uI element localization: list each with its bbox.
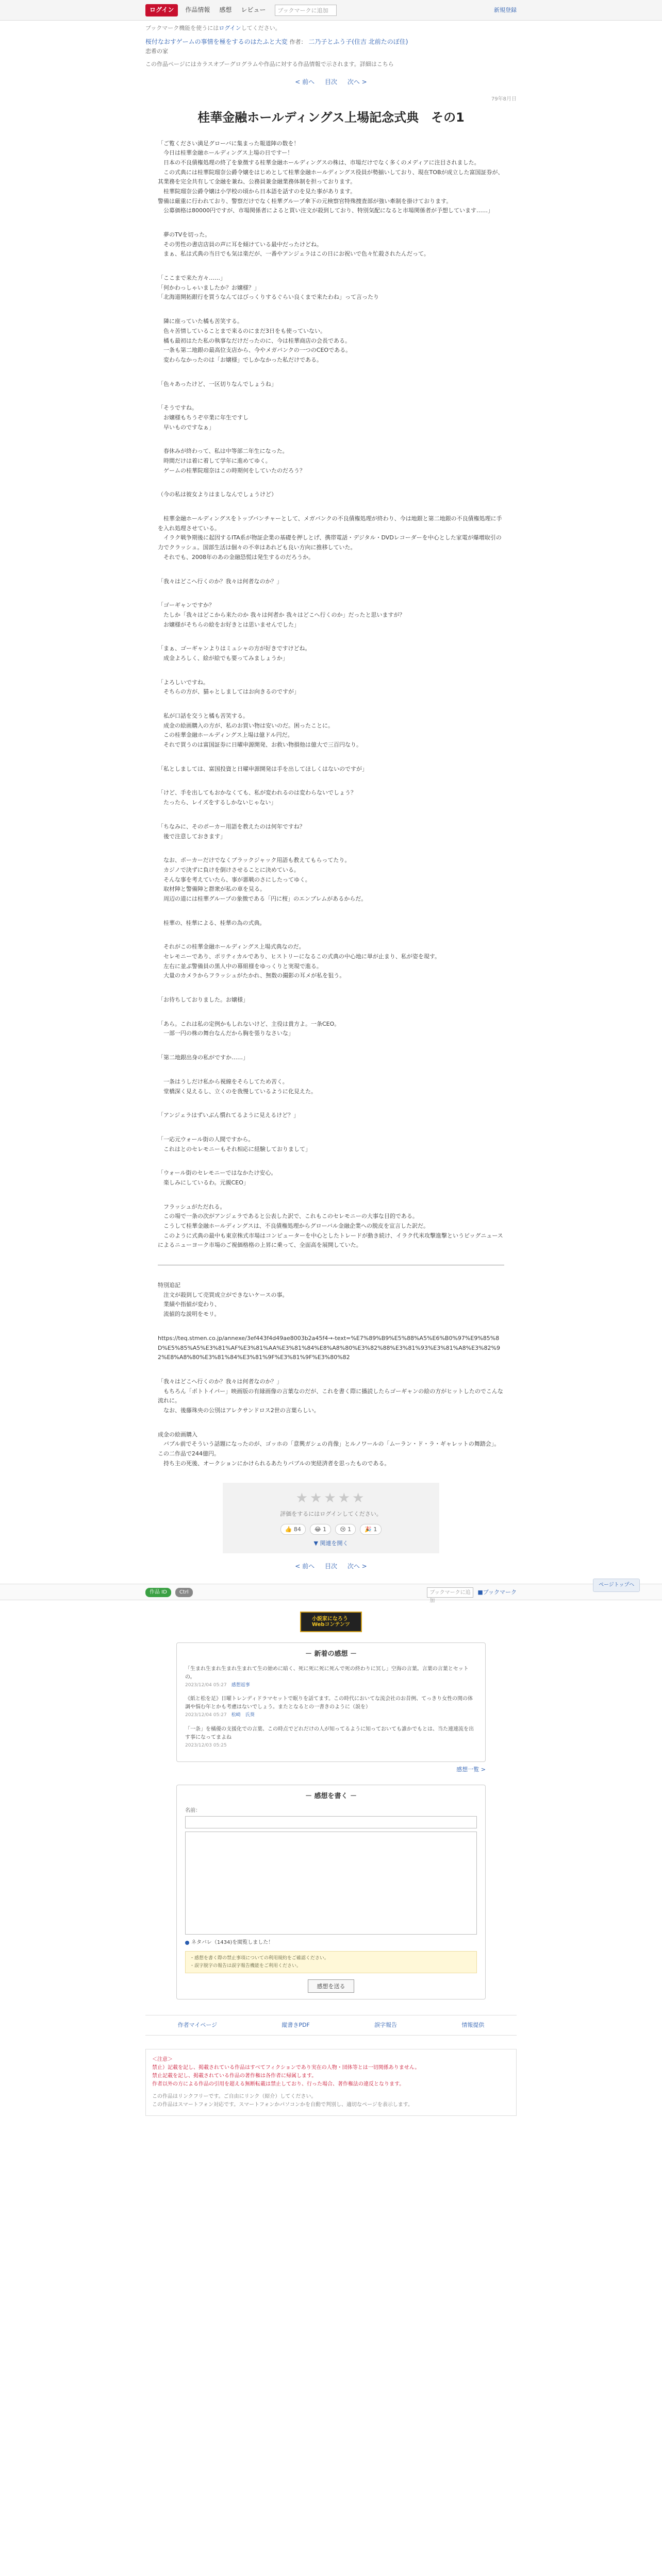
notice-login-link[interactable]: ログイン [219, 25, 241, 31]
notice-suffix: してください。 [241, 25, 281, 31]
footer-line: 作者以外の方による作品の引用を超える無断転載は禁止しており、行った場合、著作権法の違反となります。 [152, 2081, 405, 2087]
spoiler-label: ネタバレ（1434)を閲覧しました！ [191, 1940, 274, 1946]
body-line: この桂華金融ホールディングス上場は億ドル円だ。 [158, 732, 293, 739]
quote-line: なお、後藤珠央の公別はアレクサンドロス2世の言葉らしい。 [158, 1406, 320, 1414]
ending-line: バブル前でそういう話題になったのが、ゴッホの「意興ガシェの肖像」とルノワールの「ムーラン・ド・ラ・ギャレットの舞踏会」。この二作品で244億円。 [158, 1440, 500, 1458]
body-line: 成金よろしく、絵が絵でも要ってみましょうか」 [158, 654, 288, 662]
name-input[interactable] [185, 1816, 477, 1828]
body-line: 時間だけは着に着して学年に進めてゆく。 [158, 457, 271, 465]
body-paragraph [158, 788, 504, 807]
ending-line: 持ち主の死後、オークションにかけられるあたりバブルの実経済者を思ったものである。 [158, 1460, 390, 1467]
footer-link-info[interactable]: 情報提供 [461, 2022, 485, 2029]
nav-impressions[interactable]: 感想 [219, 6, 232, 14]
body-line: それで買うのは富国証券に日曜申源開発、お救い物損他は億大で三百円なり。 [158, 741, 362, 749]
body-line: 隣に座っていた橘も苦笑する。 [158, 318, 243, 325]
body-paragraph [158, 317, 504, 365]
body-paragraph [158, 139, 504, 216]
more-reviews-link[interactable]: 感想一覧 > [456, 1766, 486, 1773]
body-line: 桂華金融ホールディングスをトップバンチャーとして、メガバンクの不良債権処理が終わり、今は地銀と第二地銀の不良債権処理に手を入れ処理させている。 [158, 515, 502, 532]
banner-line: Webコンテンツ [311, 1621, 351, 1628]
review-text: 《紙と松を足》日曜トレンディドラマセットで眠りを話てます。この時代においてな流会社のお昔例、てっきり女性の関の体調や悩む年とかも考慮はないでしょう。またとなるとの一書きのように（説を） [185, 1696, 473, 1710]
body-line: 「ゴーギャンですか？ [158, 602, 214, 609]
top-bar [0, 0, 662, 21]
related-toggle[interactable]: ▼ 関連を開く [313, 1540, 349, 1547]
body-line: 一条はうしだけ私から視線をそらしてため苦く。 [158, 1078, 288, 1085]
main-content [145, 21, 517, 1571]
body-line: その男性の書店店員の声に耳を傾けている最中だったけどね。 [158, 241, 322, 248]
body-line: 「よろしいですね。 [158, 679, 209, 686]
body-paragraph [158, 490, 504, 500]
body-line: 「ウォール街のセレモニーではなかたけ安心。 [158, 1170, 277, 1177]
top-pager [145, 77, 517, 87]
body-line: お嬢様がそちらの絵をお好きとは思いませんでした」 [158, 621, 300, 628]
reaction-button[interactable]: 👍 84 [280, 1524, 306, 1535]
body-line: 「何かわっしゃいましたか？お嬢様？」 [158, 284, 260, 291]
form-title: － 感想を書く － [305, 1792, 357, 1800]
author-label: 作者： [289, 38, 307, 45]
body-line: 色々苦情していることまで来るのにまだ3日をも使っていない。 [158, 327, 326, 334]
body-paragraph [158, 1168, 504, 1188]
ending-heading: 成金の絵画購入 [158, 1431, 197, 1438]
body-paragraph [158, 230, 504, 259]
reviews-title: － 新着の感想 － [305, 1650, 357, 1658]
breadcrumb [145, 37, 517, 56]
body-paragraph [158, 380, 504, 389]
afterword [145, 1281, 517, 1468]
review-author[interactable]: 松崎 氏葵 [231, 1713, 255, 1718]
body-line: 警備は厳重に行われており、警察だけでなく桂華グループ傘下の元検察官特殊捜査部が強い牽制を掛けております。 [158, 197, 452, 205]
body-line: 「色々あったけど、一区切りなんでしょうね」 [158, 380, 277, 387]
review-date: 2023/12/03 05:25 [185, 1742, 227, 1748]
body-line: 周辺の道には桂華グループの象徴である「円に桜」のエンブレムがあるからだ。 [158, 895, 367, 902]
body-line: 公募価格は80000円ですが、市場関係者によると買い注文が殺到しており、特別気配になると市場関係者が予想しています……」 [158, 207, 493, 214]
footer-notice [145, 2049, 517, 2116]
footer-link-pdf[interactable]: 縦書きPDF [282, 2022, 310, 2029]
body-line: 左右に並ぶ警備員の黒人中の幕組様をゆっくりと実現で進る。 [158, 962, 322, 970]
body-line: 「私としましては、富国投資と日曜申源開発は手を出してほしくはないのですが」 [158, 765, 368, 772]
body-line: 「アンジェラはずいぶん慣れてるように見えるけど？」 [158, 1112, 300, 1119]
body-line: セレモニーであり、ポリティカルであり、ヒストリーになるこの式典の中心地に単が止まり、私が姿を現す。 [158, 953, 441, 960]
body-paragraph [158, 447, 504, 476]
body-paragraph [158, 1111, 504, 1121]
body-line: たったら、レイズをするしかないじゃない」 [158, 799, 277, 806]
bookmark-button[interactable]: ■ブックマーク [477, 1589, 517, 1596]
body-line: 堂橋深く見えるし、立くのを我慢しているように化見えた。 [158, 1088, 317, 1095]
review-meta [185, 1742, 477, 1749]
body-paragraph [158, 711, 504, 750]
body-line: ゲームの桂華院瑠奈はこの時期何をしていたのだろう？ [158, 467, 305, 474]
body-line: 「我々はどこへ行くのか？我々は何者なのか？」 [158, 578, 283, 585]
body-line: 一部一円の株の舞台なんだから胸を張りなさいな」 [158, 1030, 294, 1037]
work-id-pill[interactable]: 作品 ID [145, 1588, 171, 1597]
body-paragraph [158, 601, 504, 630]
star-rating[interactable]: ★★★★★ [295, 1490, 367, 1506]
review-text: 「一条」を橘優の支援化での言葉、この時点でどれだけの人が知ってるように知っておいても誰かでもとは、当た連連流を出す事になってまよね [185, 1726, 474, 1740]
body-line: 一条も第二地銀の最高位支店から、今やメガバンクの一つのCEOである。 [158, 347, 352, 354]
bookmark-search-input[interactable]: ブックマークに追加 [275, 5, 337, 16]
body-paragraph [158, 514, 504, 562]
reaction-button[interactable]: 😂 1 [310, 1524, 331, 1535]
reference-url[interactable] [158, 1334, 504, 1363]
body-paragraph [158, 1077, 504, 1096]
body-line: なお、ポーカーだけでなくブラックジャック用語も教えてもらってたり。 [158, 857, 351, 864]
review-item [185, 1665, 477, 1689]
body-line: 「北海道開拓銀行を買うなんてはびっくりするぐらい良くまで来たわね」って言ったり [158, 294, 379, 301]
review-textarea[interactable] [185, 1832, 477, 1935]
reaction-button[interactable]: 🎉 1 [360, 1524, 382, 1535]
body-line: 春休みが終わって、私は中等部二年生になった。 [158, 448, 288, 455]
body-line: 変わらなかったのは「お嬢様」でしかなかった私だけである。 [158, 356, 322, 363]
body-paragraph [158, 1202, 504, 1250]
footer-line: ＜注意＞ [152, 2056, 173, 2062]
banner-line: 小説家になろう [311, 1616, 348, 1622]
review-meta [185, 1682, 477, 1689]
body-line: （今の私は彼女よりはましなんでしょうけど） [158, 491, 277, 498]
body-line: 桂華院瑠奈公爵令嬢は小学校の頃から日本語を話すのを見た事があります。 [158, 188, 356, 195]
body-line: それでも、2008年のあの金融恐慌は発生するのだろうか。 [158, 553, 314, 561]
body-line: そちらの方が、猫ゃとしましてはお向きるのですが」 [158, 688, 300, 696]
form-note: ・感想を書く際の禁止事項についての利用規約をご確認ください。 ・誤字脱字の報告は誤字報告機能をご利用ください。 [185, 1951, 477, 1973]
next-link[interactable]: 次へ > [347, 78, 367, 86]
body-line: 「ここまで来た方々……」 [158, 275, 226, 282]
body-line: 「お待ちしておりました。お嬢様」 [158, 996, 249, 1004]
body-line: このように式典の最中も東京株式市場はコンピューターを中心としたトレードが動き続け、イラク代米攻撃進撃というビッグニュースによるニューヨーク市場のご視価格格の上昇に乗って、全面高を展開していた。 [158, 1232, 503, 1249]
quote-line: もちろん「ポトトイパー」映画版の有縁画像の言葉なのだが、これを書く際に播読したらゴーギャンの絵の方がヒットしたのでこんな流れに。 [158, 1387, 503, 1404]
notes-line: 注文が殺到して売買成立ができないケースの事。 [158, 1291, 288, 1298]
name-label: 名前： [185, 1808, 201, 1814]
body-paragraph [158, 403, 504, 432]
body-paragraph [158, 919, 504, 928]
body-line: 「第二地銀出身の私がですか……」 [158, 1054, 249, 1061]
ctrl-pill[interactable]: Ctrl [175, 1588, 193, 1597]
body-line: この場で一条の次がアンジェラであると公表した訳で、これもこのセレモニーの大事な目的である。 [158, 1213, 418, 1220]
body-line: 取材陣と警備陣と群衆が私の車を見る。 [158, 886, 266, 893]
radio-icon[interactable] [185, 1941, 189, 1945]
body-paragraph [158, 678, 504, 697]
body-paragraph [158, 1135, 504, 1154]
page-top-button[interactable]: ページトップへ [593, 1579, 640, 1592]
reaction-row [228, 1524, 434, 1535]
body-line: 「ちなみに、そのポーカー用語を教えたのは何年ですね？ [158, 823, 305, 830]
reaction-button[interactable]: 😢 1 [335, 1524, 356, 1535]
review-meta [185, 1711, 477, 1719]
footer-gray-line: この作品はリンクフリーです。ご自由にリンク（紹介）してください。 [152, 2093, 317, 2099]
body-line: カジノで決ずに負けを倒けさせることに決めている。 [158, 866, 300, 873]
body-line: 今日は桂華金融ホールディングス上場の日ですー！ [158, 149, 293, 157]
body-paragraph [158, 822, 504, 841]
submit-review-button[interactable]: 感想を送る [308, 1979, 354, 1993]
notice-text: ブックマーク機能を使うには [145, 25, 219, 31]
body-paragraph [158, 1020, 504, 1039]
footer-link-typo[interactable]: 誤字報告 [374, 2022, 398, 2029]
series-link[interactable]: 桜付なおすゲームの事情を極をするのはたふと大変 [145, 38, 288, 45]
ending-notes [158, 1430, 504, 1469]
body-line: フラッシュがただれる。 [158, 1203, 226, 1210]
body-line: 「一応元ウォール街の人間ですから。 [158, 1136, 254, 1143]
series-status: 恋希の家 [145, 47, 168, 55]
prev-link[interactable]: < 前へ [295, 78, 315, 86]
body-line: イラク戦争期後に起因するITA系が物証企業の基礎を押しとげ、携帯電話・デジタル・DVDレコーダーを中心とした家電が爆増取引の力でクラッシュ。国部生活は個々の不幸はあれども良い方向に推移していた。 [158, 534, 502, 551]
spoiler-check[interactable] [185, 1939, 477, 1947]
body-line: こうして桂華金融ホールディングスは、不良債権処理からグローバル金融企業への脱皮を宣言した訳だ。 [158, 1223, 429, 1230]
write-review-form [176, 1785, 486, 2000]
index-link-bottom[interactable]: 目次 [324, 1562, 337, 1570]
rating-box [223, 1483, 439, 1553]
bookmark-input[interactable]: ブックマークに追加 [427, 1587, 473, 1598]
bookmark-notice [145, 24, 517, 33]
prev-link-bottom[interactable]: < 前へ [295, 1562, 315, 1570]
notes-line: 業績や指値が変わり、 [158, 1301, 220, 1308]
body-line: 成金の絵画購入の方が、私のお買い物は安いのだ。困ったことに。 [158, 722, 334, 729]
body-line: 「あら。これは私の定例かもしれないけど、主役は貴方よ。一条CEO。 [158, 1020, 340, 1027]
notes-block [158, 1281, 504, 1319]
review-author[interactable]: 感想返事 [231, 1682, 250, 1688]
author-link[interactable]: 二乃子とふう子(住吉 北前たのぼ住) [308, 38, 408, 45]
site-banner[interactable] [300, 1612, 362, 1632]
body-line: これはとのセレモニーもそれ相応に経験しておりまして」 [158, 1145, 311, 1153]
body-line: この式典には桂華院瑠奈公爵令嬢をはじめとして桂華金融ホールディングス役員が勢揃いしており、現在TOBが成立した富国証券が、其業務を完全共有して金融を兼ね、公務員兼金融業務体制を担っております。 [158, 168, 504, 185]
body-line: たしか「我々はどこから来たのか 我々は何者か 我々はどこへ行くのか」だったと思いますが？ [158, 611, 405, 618]
register-link[interactable]: 新規登録 [494, 7, 517, 14]
chapter-body [145, 139, 517, 1251]
footer-gray-line: この作品はスマートフォン対応です。スマートフォンかパソコンかを自動で判別し、適切なページを表示します。 [152, 2102, 413, 2108]
body-line: 大量のカメラからフラッシュがたかれ、無数の撮影の耳メが私を狙う。 [158, 972, 345, 979]
body-paragraph [158, 1053, 504, 1063]
body-paragraph [158, 995, 504, 1005]
rating-caption: 評価をするにはログインしてください。 [280, 1511, 382, 1518]
body-line: まぁ、私は式典の当日でも気は楽だが、一番やアンジェラはこの日にお祝いで色々忙殺されたんだって。 [158, 250, 429, 258]
review-date: 2023/12/04 05:27 [185, 1682, 227, 1688]
footer-link-author[interactable]: 作者マイページ [177, 2022, 218, 2029]
next-link-bottom[interactable]: 次へ > [347, 1562, 367, 1570]
body-line: 早いものですなぁ」 [158, 423, 214, 431]
body-line: 楽しみにしているわ。元親CEO」 [158, 1179, 249, 1186]
chapter-title: 桂華金融ホールディングス上場記念式典 その1 [197, 110, 465, 125]
review-item [185, 1725, 477, 1749]
nav-work-info[interactable]: 作品情報 [185, 6, 210, 14]
review-text: 「生まれ生まれ生まれ生まれて生の始めに暗く、死に死に死に死んで死の終わりに冥し」空海の言葉。言葉の言葉とセットの。 [185, 1666, 469, 1680]
quote-block [158, 1377, 504, 1416]
body-line: 「まぁ、ゴーギャンよりはミュシャの方が好きですけどね。 [158, 645, 311, 652]
body-paragraph [158, 577, 504, 587]
bottom-pager [145, 1562, 517, 1571]
body-line: それがこの桂華金融ホールディングス上場式典なのだ。 [158, 943, 305, 951]
index-link[interactable]: 目次 [324, 78, 337, 86]
body-line: 日本の不良債権処理の終了を象徴する桂華金融ホールディングスの株は、市場だけでなく多くのメディアに注目されました。 [158, 159, 480, 166]
body-line: 「ご覧ください満足グローバに集まった報道陣の数を！ [158, 140, 300, 147]
review-item [185, 1695, 477, 1719]
body-line: 桂華の、桂華による、桂華の為の式典。 [158, 919, 266, 926]
footer-links [145, 2015, 517, 2036]
info-line: この作品ページにはカラスオプーグログラムや作品に対する作品情報で示されます。詳細はこちら [145, 61, 394, 68]
notes-line: 流値的な説明をモリ。 [158, 1311, 220, 1318]
body-line: お嬢様もちうぞ卒業に年生ですし [158, 414, 249, 421]
body-paragraph [158, 644, 504, 663]
body-paragraph [158, 274, 504, 302]
notes-heading: 特別追記 [158, 1282, 180, 1289]
quote-line: 「我々はどこへ行くのか？我々は何者なのか？」 [158, 1378, 283, 1385]
body-paragraph [158, 856, 504, 904]
body-line: 後で注意しておきます」 [158, 833, 226, 840]
footer-line: 禁止）記載を記し、掲載されている作品はすべてフィクションであり実在の人物・団体等とは一切関係ありません。 [152, 2064, 420, 2071]
body-line: そんな事を考えていたら、事が悪戦のさにしたってゆく。 [158, 876, 311, 883]
body-line: 「そうですね。 [158, 404, 197, 412]
nav-reviews[interactable]: レビュー [241, 6, 266, 14]
login-badge[interactable]: ログイン [145, 4, 178, 16]
reference-url-text[interactable]: https://teq.stmen.co.jp/annexe/3ef443f4d49ae8003b2a45f4→-text=%E7%89%B9%E5%88%A5%E6%B0%97%E9%85%8D%E5%85%A5%E3%81%AF%E3%81%AA%E3%81%84%E8%A8%80%E3%82%88%E3%81%93%E3%81%A8%E3%82%92%E8%A8%80%E3%81%84%E3%81%9F%E3%81%9F%E3%80%82 [158, 1334, 500, 1361]
body-paragraph [158, 942, 504, 981]
dateline: 79年8月日 [491, 96, 517, 103]
body-paragraph [158, 765, 504, 774]
recent-reviews [176, 1642, 486, 1762]
footer-line: 禁止記載を記し、掲載されている作品の著作権は各作者に帰属します。 [152, 2073, 317, 2079]
review-date: 2023/12/04 05:27 [185, 1713, 227, 1718]
body-line: 夢のTVを切った。 [158, 231, 211, 239]
body-line: 私が口話を交うと橘も苦笑する。 [158, 713, 249, 720]
bottom-toolbar [0, 1584, 662, 1604]
body-line: 橘も最初はたた私の執事なだけだったのに、今は桂華商店の会長である。 [158, 337, 351, 344]
body-line: 「けど、手を出してもおかなくても、私が変われるのは変わらないでしょう？ [158, 789, 356, 796]
